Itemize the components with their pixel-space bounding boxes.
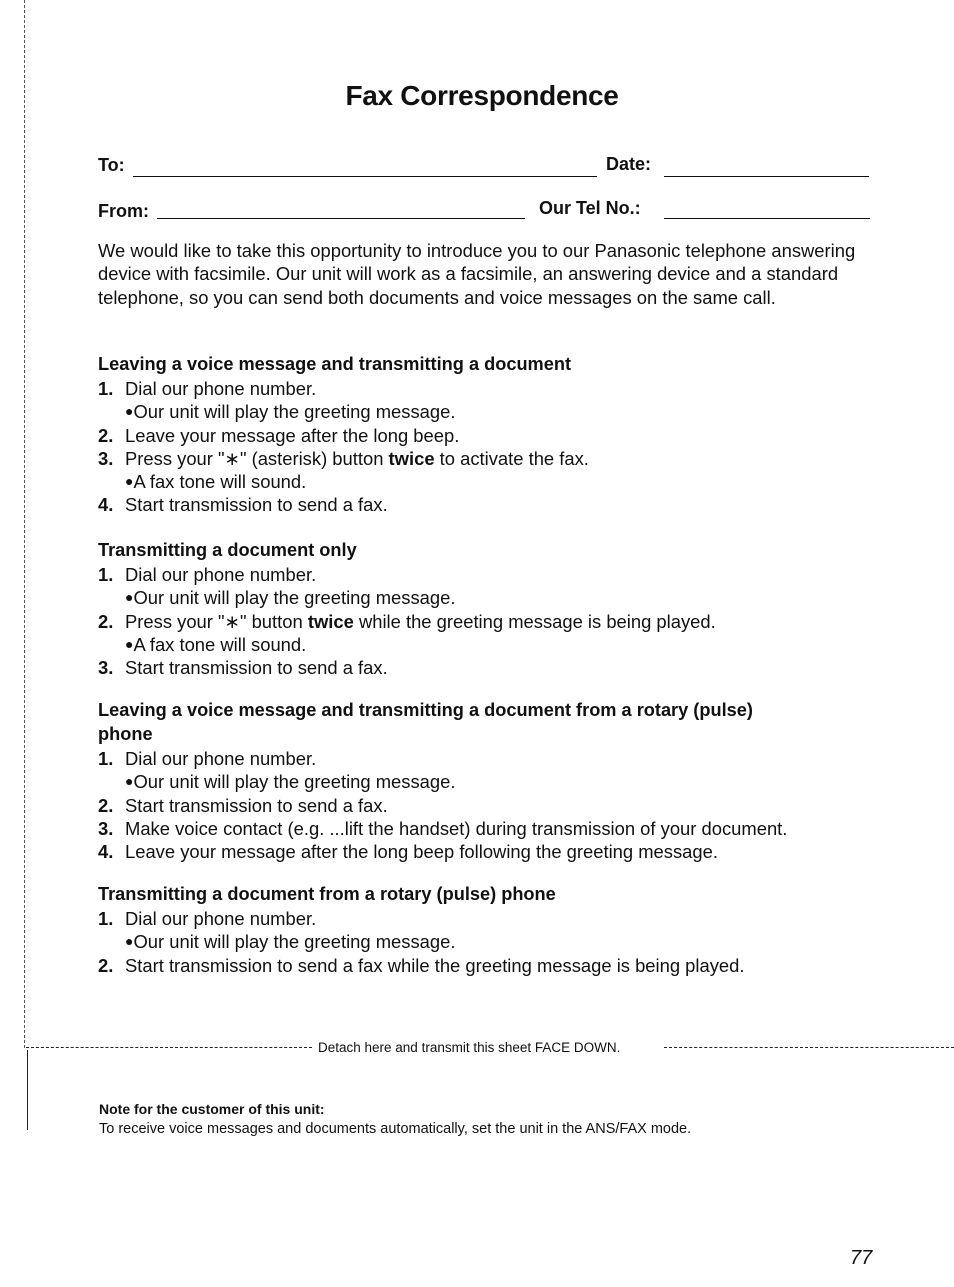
tel-field[interactable] — [664, 218, 870, 219]
section-heading: Leaving a voice message and transmitting a document from a rotary (pulse) phone — [98, 700, 753, 744]
bullet-icon: ● — [125, 472, 134, 489]
detach-line — [26, 1040, 954, 1056]
list-subitem: ●Our unit will play the greeting message. — [125, 771, 456, 792]
detach-instruction: Detach here and transmit this sheet FACE DOWN. — [318, 1040, 621, 1055]
list-subitem: ●Our unit will play the greeting message. — [125, 587, 456, 608]
list-item: 3. Start transmission to send a fax. — [98, 657, 388, 678]
intro-paragraph: We would like to take this opportunity to introduce you to our Panasonic telephone answering device with facsimile. Our unit will work as a facsimile, an answering device and a standard telephone, so you can send both documents and voice messages on the same call. — [98, 240, 856, 308]
list-item: 4. Start transmission to send a fax. — [98, 494, 388, 515]
page-title: Fax Correspondence — [345, 80, 619, 111]
section-heading: Leaving a voice message and transmitting a document — [98, 354, 572, 374]
dashed-cut-line — [664, 1047, 954, 1048]
list-item: 2. Press your "∗" button twice while the greeting message is being played. — [98, 610, 716, 632]
list-subitem: ●A fax tone will sound. — [125, 470, 307, 492]
section-rotary-voice-and-document — [98, 698, 878, 863]
bullet-icon: ● — [125, 933, 134, 949]
list-item: 3. Make voice contact (e.g. ...lift the handset) during transmission of your document. — [98, 817, 788, 839]
from-label: From: — [98, 201, 149, 221]
tel-label: Our Tel No.: — [539, 198, 641, 218]
dashed-cut-line — [26, 1047, 312, 1048]
list-item: 1. Dial our phone number. — [98, 378, 317, 399]
bullet-icon: ● — [125, 589, 134, 605]
list-subitem: ●Our unit will play the greeting message. — [125, 401, 456, 422]
list-item: 1. Dial our phone number. — [98, 564, 317, 585]
section-rotary-document — [98, 882, 878, 977]
customer-note — [99, 1099, 691, 1139]
date-label: Date: — [606, 154, 652, 174]
list-item: 2. Start transmission to send a fax. — [98, 794, 388, 816]
list-item: 1. Dial our phone number. — [98, 908, 317, 929]
list-item: 2. Start transmission to send a fax while the greeting message is being played. — [98, 954, 745, 976]
section-heading: Transmitting a document from a rotary (pulse) phone — [98, 884, 556, 904]
list-item: 1. Dial our phone number. — [98, 748, 317, 769]
bullet-icon: ● — [125, 635, 134, 652]
list-item: 3. Press your "∗" (asterisk) button twice to activate the fax. — [98, 447, 589, 469]
page-number: 77 — [850, 1247, 873, 1269]
section-document-only — [98, 538, 878, 679]
list-item: 2. Leave your message after the long beep. — [98, 424, 460, 446]
bullet-icon: ● — [125, 403, 134, 419]
from-field[interactable] — [157, 218, 525, 219]
note-text: To receive voice messages and documents automatically, set the unit in the ANS/FAX mode. — [99, 1121, 692, 1137]
section-voice-and-document — [98, 352, 878, 516]
to-label: To: — [98, 155, 125, 175]
left-cut-border — [24, 0, 25, 1048]
date-field[interactable] — [664, 176, 869, 177]
list-item: 4. Leave your message after the long beep following the greeting message. — [98, 840, 718, 862]
list-subitem: ●Our unit will play the greeting message. — [125, 931, 456, 952]
to-field[interactable] — [133, 176, 597, 177]
bullet-icon: ● — [125, 773, 134, 789]
left-margin-line — [27, 1050, 28, 1130]
list-subitem: ●A fax tone will sound. — [125, 633, 307, 655]
section-heading: Transmitting a document only — [98, 540, 357, 560]
note-heading: Note for the customer of this unit: — [99, 1101, 325, 1117]
